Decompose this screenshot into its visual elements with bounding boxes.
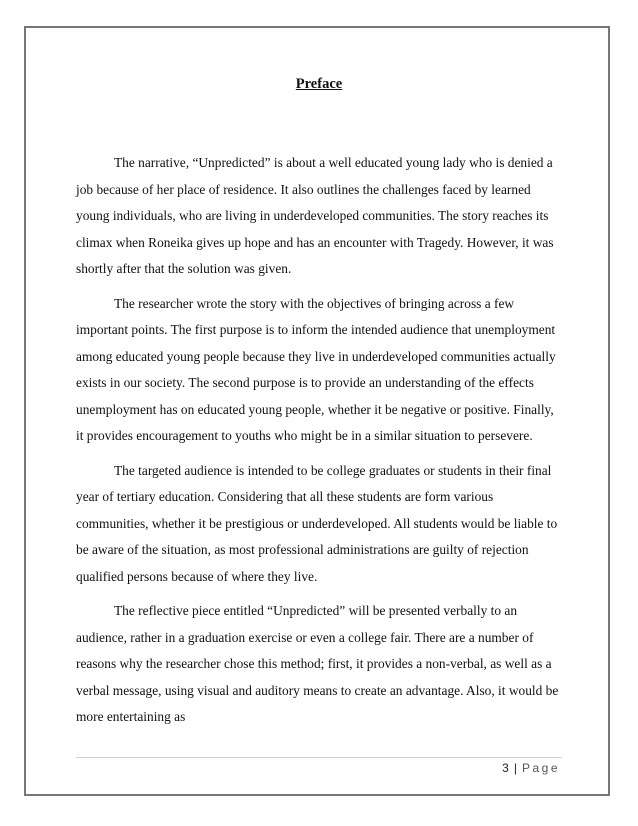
paragraph: The targeted audience is intended to be college graduates or students in their final year of tertiary education. Considering that all these students are form various communities, whether it be prestigious or underdeveloped. All students would be liable to be aware of the situation, as most professional administrations are guilty of rejection qualified persons because of where they live. bbox=[76, 462, 558, 584]
footer-separator: | bbox=[513, 761, 517, 775]
paragraph: The reflective piece entitled “Unpredicted” will be presented verbally to an audience, rather in a graduation exercise or even a college fair. There are a number of reasons why the researcher chose this method; first, it provides a non-verbal, as well as a verbal message, using visual and auditory means to create an advantage. Also, it would be more entertaining as bbox=[76, 603, 559, 724]
paragraph: The narrative, “Unpredicted” is about a well educated young lady who is denied a job because of her place of residence. It also outlines the challenges faced by learned young individuals, who are living in underdeveloped communities. The story reaches its climax when Roneika gives up hope and has an encounter with Tragedy. However, it was shortly after that the solution was given. bbox=[76, 155, 554, 276]
page-title: Preface bbox=[295, 76, 343, 92]
page-label: Page bbox=[521, 761, 560, 775]
page-footer bbox=[502, 761, 560, 775]
paragraph: The researcher wrote the story with the objectives of bringing across a few important points. The first purpose is to inform the intended audience that unemployment among educated young people because they live in underdeveloped communities actually exists in our society. The second purpose is to provide an understanding of the effects unemployment has on educated young people, whether it be negative or positive. Finally, it provides encouragement to youths who might be in a similar situation to persevere. bbox=[76, 295, 556, 443]
page-number: 3 bbox=[502, 761, 509, 775]
footer-divider bbox=[76, 757, 562, 758]
body-text bbox=[76, 150, 562, 739]
